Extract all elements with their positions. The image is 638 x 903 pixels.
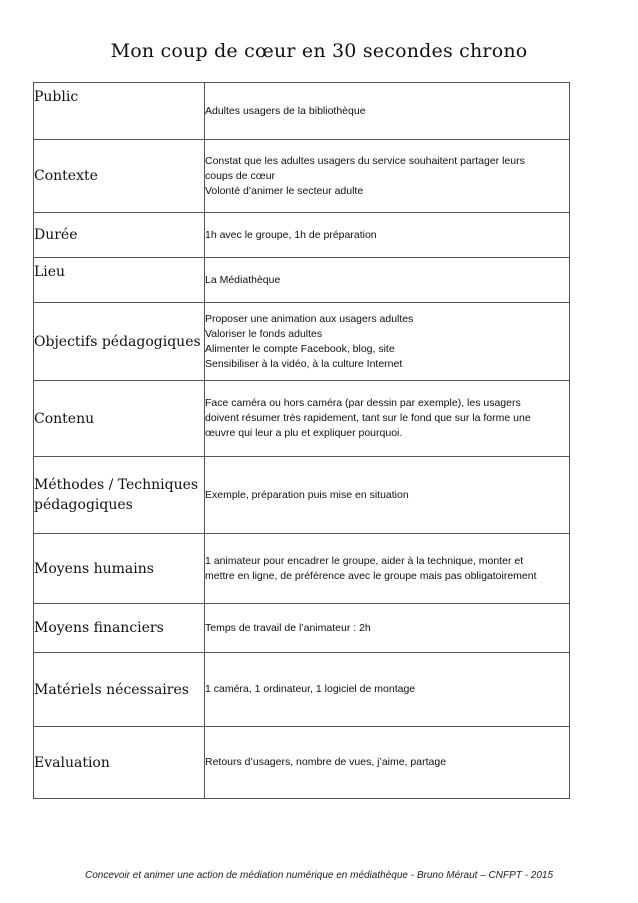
value-line: Valoriser le fonds adultes xyxy=(205,327,323,340)
value-line: Proposer une animation aux usagers adultes xyxy=(205,312,414,325)
row-label: Evaluation xyxy=(34,727,205,799)
row-value xyxy=(205,727,570,799)
value-line: Adultes usagers de la bibliothèque xyxy=(205,104,366,117)
value-line: Retours d’usagers, nombre de vues, j’aime, partage xyxy=(205,756,447,768)
row-label: Durée xyxy=(34,213,205,258)
row-public xyxy=(34,83,570,140)
row-value xyxy=(205,83,570,140)
value-line: œuvre qui leur a plu et expliquer pourquoi. xyxy=(205,427,403,439)
row-label: Moyens financiers xyxy=(34,604,205,653)
row-label: Contexte xyxy=(34,140,205,213)
row-label: Méthodes / Techniques pédagogiques xyxy=(34,457,205,534)
document-title: Mon coup de cœur en 30 secondes chrono xyxy=(110,40,528,62)
value-line: 1 caméra, 1 ordinateur, 1 logiciel de montage xyxy=(205,683,416,695)
value-line: 1 animateur pour encadrer le groupe, aider à la technique, monter et xyxy=(205,554,524,567)
row-label: Objectifs pédagogiques xyxy=(34,303,205,381)
value-line: La Médiathèque xyxy=(205,273,281,286)
value-line: Alimenter le compte Facebook, blog, site xyxy=(205,342,395,355)
row-label: Matériels nécessaires xyxy=(34,653,205,727)
row-value xyxy=(205,381,570,457)
value-line: Volonté d’animer le secteur adulte xyxy=(205,184,364,197)
row-methodes xyxy=(34,457,570,534)
activity-sheet-table xyxy=(33,82,570,799)
row-label: Lieu xyxy=(34,258,205,303)
row-value xyxy=(205,140,570,213)
row-value xyxy=(205,653,570,727)
row-contexte xyxy=(34,140,570,213)
value-line: Sensibiliser à la vidéo, à la culture Internet xyxy=(205,357,403,370)
page-footer: Concevoir et animer une action de médiation numérique en médiathèque - Bruno Méraut – CNFPT - 2015 xyxy=(84,870,554,881)
value-line: Constat que les adultes usagers du service souhaitent partager leurs xyxy=(205,154,525,167)
value-line: Face caméra ou hors caméra (par dessin par exemple), les usagers xyxy=(205,397,521,409)
row-label: Public xyxy=(34,83,205,140)
row-label: Moyens humains xyxy=(34,534,205,604)
row-evaluation xyxy=(34,727,570,799)
row-value xyxy=(205,457,570,534)
row-value xyxy=(205,258,570,303)
row-lieu xyxy=(34,258,570,303)
row-materiels xyxy=(34,653,570,727)
value-line: 1h avec le groupe, 1h de préparation xyxy=(205,228,377,241)
value-line: Exemple, préparation puis mise en situation xyxy=(205,488,409,501)
value-line: Temps de travail de l’animateur : 2h xyxy=(205,621,371,634)
row-objectifs xyxy=(34,303,570,381)
value-line: mettre en ligne, de préférence avec le groupe mais pas obligatoirement xyxy=(205,569,537,582)
row-label: Contenu xyxy=(34,381,205,457)
row-contenu xyxy=(34,381,570,457)
row-value xyxy=(205,213,570,258)
row-moyens-humains xyxy=(34,534,570,604)
row-duree xyxy=(34,213,570,258)
row-value xyxy=(205,604,570,653)
value-line: doivent résumer très rapidement, tant sur le fond que sur la forme une xyxy=(205,412,531,424)
value-line: coups de cœur xyxy=(205,169,276,182)
row-moyens-financiers xyxy=(34,604,570,653)
row-value xyxy=(205,303,570,381)
row-value xyxy=(205,534,570,604)
